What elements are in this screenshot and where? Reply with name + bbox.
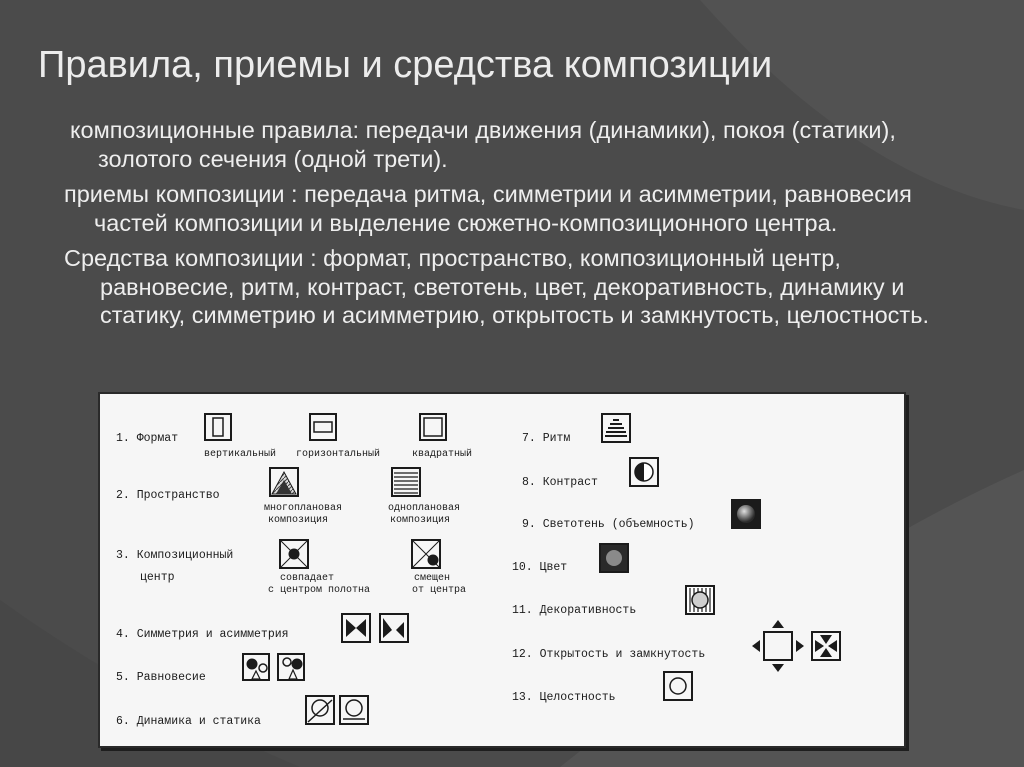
format-vertical-icon xyxy=(205,414,231,440)
caption-format-horizontal: горизонтальный xyxy=(296,449,381,460)
bullet-composition-rules: композиционные правила: передачи движения (динамики), покоя (статики), золотого сечения (одной трети). xyxy=(70,117,896,172)
integrity-icon xyxy=(664,672,692,700)
chiaroscuro-icon xyxy=(732,500,760,528)
item-label-rhythm: 7. Ритм xyxy=(522,432,571,445)
balance-icon-2 xyxy=(278,654,304,680)
item-label-integrity: 13. Целостность xyxy=(512,691,616,704)
caption-format-square: квадратный xyxy=(412,449,473,460)
composition-means-figure xyxy=(98,392,906,748)
format-square-icon xyxy=(420,414,446,440)
openness-icon xyxy=(752,620,804,672)
closedness-icon xyxy=(812,632,840,660)
item-label-symmetry: 4. Симметрия и асимметрия xyxy=(116,628,289,641)
item-label-decorativeness: 11. Декоративность xyxy=(512,604,637,617)
rhythm-icon xyxy=(602,414,630,442)
bullet-composition-techniques: приемы композиции : передача ритма, симметрии и асимметрии, равновесия частей композиции и выделение сюжетно-композиционного центра. xyxy=(64,181,912,236)
format-horizontal-icon xyxy=(310,414,336,440)
item-label-format: 1. Формат xyxy=(116,432,179,445)
caption-space-multi-1: многоплановая xyxy=(264,503,343,514)
item-label-dynamics: 6. Динамика и статика xyxy=(116,715,261,728)
caption-center-match-2: с центром полотна xyxy=(268,585,371,596)
item-label-space: 2. Пространство xyxy=(116,489,220,502)
bullet-composition-means: Средства композиции : формат, пространство, композиционный центр, равновесие, ритм, контраст, светотень, цвет, декоративность, динамику и статику, симметрию и асимметрию, открытость и замкнутость, целостность. xyxy=(64,245,929,328)
asymmetry-icon xyxy=(380,614,408,642)
center-shifted-icon xyxy=(412,540,440,568)
contrast-icon xyxy=(630,458,658,486)
item-label-openness: 12. Открытость и замкнутость xyxy=(512,648,706,661)
balance-icon-1 xyxy=(243,654,269,680)
caption-space-single-1: одноплановая xyxy=(388,503,461,514)
bullet-list xyxy=(66,116,966,337)
symmetry-icon xyxy=(342,614,370,642)
caption-space-multi-2: композиция xyxy=(268,515,329,526)
multi-plane-composition-icon xyxy=(270,468,298,496)
caption-space-single-2: композиция xyxy=(390,515,451,526)
decorativeness-icon xyxy=(686,586,714,614)
item-label-contrast: 8. Контраст xyxy=(522,476,598,489)
color-icon xyxy=(600,544,628,572)
item-label-center-2: центр xyxy=(140,571,175,584)
slide-title: Правила, приемы и средства композиции xyxy=(38,44,773,86)
item-label-color: 10. Цвет xyxy=(512,561,568,574)
caption-center-match-1: совпадает xyxy=(280,573,335,584)
item-label-balance: 5. Равновесие xyxy=(116,671,206,684)
center-coincides-icon xyxy=(280,540,308,568)
caption-center-shift-1: смещен xyxy=(414,573,451,584)
dynamics-icon xyxy=(306,696,334,724)
statics-icon xyxy=(340,696,368,724)
caption-center-shift-2: от центра xyxy=(412,585,467,596)
item-label-chiaroscuro: 9. Светотень (объемность) xyxy=(522,518,695,531)
item-label-center: 3. Композиционный xyxy=(116,549,234,562)
single-plane-composition-icon xyxy=(392,468,420,496)
caption-format-vertical: вертикальный xyxy=(204,449,277,460)
